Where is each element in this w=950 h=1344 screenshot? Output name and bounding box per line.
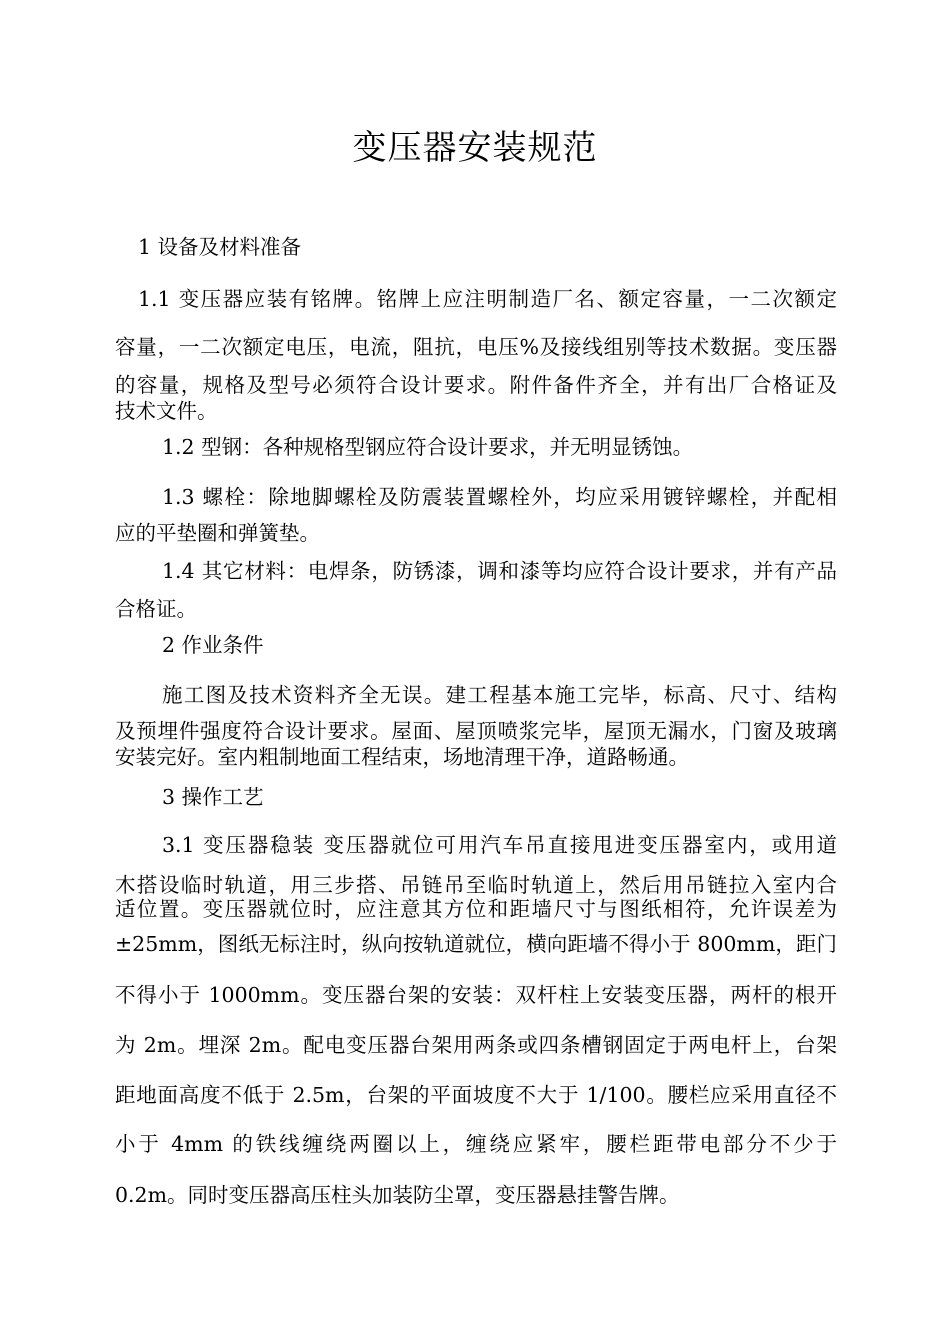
paragraph-line: 1.4 其它材料：电焊条，防锈漆，调和漆等均应符合设计要求，并有产品	[162, 559, 837, 583]
paragraph-line: 1.2 型钢：各种规格型钢应符合设计要求，并无明显锈蚀。	[162, 435, 694, 459]
paragraph-line: 为 2m。埋深 2m。配电变压器台架用两条或四条槽钢固定于两电杆上，台架	[115, 1033, 837, 1057]
paragraph-line: 安装完好。室内粗制地面工程结束，场地清理干净，道路畅通。	[115, 745, 689, 769]
paragraph-line: 3.1 变压器稳装 变压器就位可用汽车吊直接甩进变压器室内，或用道	[162, 833, 837, 857]
section-heading-3: 3 操作工艺	[162, 785, 264, 809]
paragraph-line: 合格证。	[115, 597, 197, 621]
paragraph-line: 应的平垫圈和弹簧垫。	[115, 521, 320, 545]
document-title: 变压器安装规范	[352, 128, 598, 168]
paragraph-line: 技术文件。	[115, 399, 218, 423]
paragraph-line: 1.1 变压器应装有铭牌。铭牌上应注明制造厂名、额定容量，一二次额定	[138, 287, 837, 311]
section-heading-1: 1 设备及材料准备	[138, 235, 302, 259]
paragraph-line: 0.2m。同时变压器高压柱头加装防尘罩，变压器悬挂警告牌。	[115, 1183, 680, 1207]
section-heading-2: 2 作业条件	[162, 633, 264, 657]
paragraph-line: 的容量，规格及型号必须符合设计要求。附件备件齐全，并有出厂合格证及	[115, 373, 837, 397]
paragraph-line: 距地面高度不低于 2.5m，台架的平面坡度不大于 1/100。腰栏应采用直径不	[115, 1083, 837, 1107]
paragraph-line: 木搭设临时轨道，用三步搭、吊链吊至临时轨道上，然后用吊链拉入室内合	[115, 873, 837, 897]
paragraph-line: 适位置。变压器就位时，应注意其方位和距墙尺寸与图纸相符，允许误差为	[115, 897, 837, 921]
paragraph-line: 1.3 螺栓：除地脚螺栓及防震装置螺栓外，均应采用镀锌螺栓，并配相	[162, 485, 837, 509]
paragraph-line: 容量，一二次额定电压，电流，阻抗，电压%及接线组别等技术数据。变压器	[115, 335, 837, 359]
paragraph-line: 不得小于 1000mm。变压器台架的安装：双杆柱上安装变压器，两杆的根开	[115, 983, 837, 1007]
paragraph-line: 及预埋件强度符合设计要求。屋面、屋顶喷浆完毕，屋顶无漏水，门窗及玻璃	[115, 719, 837, 743]
paragraph-line: ±25mm，图纸无标注时，纵向按轨道就位，横向距墙不得小于 800mm，距门	[115, 932, 837, 956]
paragraph-line: 小于 4mm 的铁线缠绕两圈以上，缠绕应紧牢，腰栏距带电部分不少于	[115, 1132, 837, 1156]
paragraph-line: 施工图及技术资料齐全无误。建工程基本施工完毕，标高、尺寸、结构	[162, 683, 837, 707]
